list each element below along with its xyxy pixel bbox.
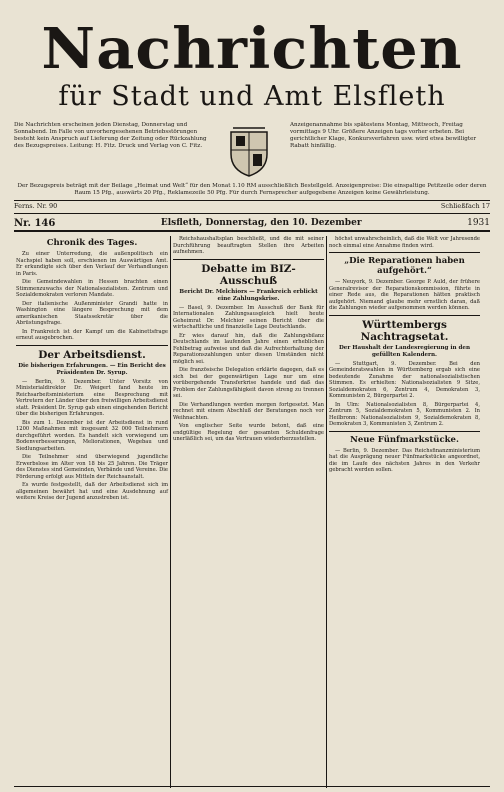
wuerttemberg-subheading: Der Haushalt der Landesregierung in den gefüllten Kalendern.	[338, 344, 471, 358]
divider	[329, 315, 480, 316]
column-right	[326, 236, 482, 788]
divider	[329, 252, 480, 253]
issue-year: 1931	[467, 218, 490, 228]
labor-service-subheading: Die bisherigen Erfahrungen. — Ein Bericht des Präsidenten Dr. Syrup.	[18, 362, 166, 376]
bottom-divider	[14, 786, 490, 787]
article-paragraph: höchst unwahrscheinlich, daß die Welt vor Jahresende noch einmal eine Annahme finden wird.	[329, 236, 480, 249]
masthead-title: Nachrichten	[41, 16, 463, 82]
article-paragraph: In Ulm: Nationalsozialisten 8, Bürgerpartei 4, Zentrum 5, Sozialdemokraten 5, Kommunisten 2. In Heilbronn: Nationalsozialisten 9, Sozialdemokraten 8, Demokraten 3, Kommunisten 3, Zentrum 2.	[329, 401, 480, 427]
crest-container	[214, 122, 284, 182]
masthead-subtitle: für Stadt und Amt Elsfleth	[58, 81, 446, 112]
issue-number: Nr. 146	[14, 217, 56, 229]
article-paragraph: Von englischer Seite wurde betont, daß eine endgültige Regelung der gesamten Schuldenfrage unerläßlich sei, um das Vertrauen wiederherzustellen.	[173, 423, 324, 442]
article-paragraph: — Neuyork, 9. Dezember. George P. Auld, der frühere Generalrevisor der Reparationskommission, führte in einer Rede aus, die Reparationen hätten praktisch aufgehört. Niemand glaube mehr ernstlich daran, daß die Zahlungen wieder aufgenommen werden können.	[329, 279, 480, 311]
postbox-number: Schließfach 17	[440, 202, 490, 210]
article-columns	[14, 236, 490, 788]
chronicle-heading: Chronik des Tages.	[46, 238, 138, 248]
column-middle	[170, 236, 326, 788]
article-paragraph: Zu einer Unterredung, die außenpolitisch ein Nachspiel haben soll, erschienen im Auswärtigen Amt. Er erkundigte sich über den Verlauf der Verhandlungen in Paris.	[16, 251, 168, 277]
labor-service-heading: Der Arbeitsdienst.	[38, 348, 146, 361]
article-paragraph: In Frankreich ist der Kampf um die Kabinettsfrage erneut ausgebrochen.	[16, 328, 168, 341]
reparations-heading: „Die Reparationen haben aufgehört.“	[344, 256, 465, 276]
phone-number: Ferns. Nr. 90	[14, 202, 58, 210]
article-paragraph: — Stuttgart, 9. Dezember. Bei den Gemeinderatswahlen in Württemberg ergab sich eine bedeutende Zunahme der nationalsozialistischen Stimmen. Es erhielten: Nationalsozialisten 9 Sitze, Sozialdemokraten 6, Zentrum 4, Demokraten 3, Kommunisten 2, Bürgerpartei 2.	[329, 360, 480, 399]
publication-info: Die Nachrichten erscheinen jeden Dienstag, Donnerstag und Sonnabend. Im Falle von unvorhergesehenen Betriebsstörungen besteht kein Anspruch auf Lieferung der Zeitung oder Rückzahlung des Bezugspreises. Leitung: H. Fitz. Druck und Verlag von C. Fitz.	[14, 122, 207, 149]
article-paragraph: Bis zum 1. Dezember ist der Arbeitsdienst in rund 1200 Maßnahmen mit insgesamt 32 000 Teilnehmern durchgeführt worden. Es handelt sich vorwiegend um Bodenverbesserungen, Meliorationen, Wegebau und Siedlungsarbeiten.	[16, 419, 168, 452]
article-paragraph: Die Teilnehmer sind überwiegend jugendliche Erwerbslose im Alter von 18 bis 25 Jahren. Die Träger des Dienstes sind Gemeinden, Verbände und Vereine. Die Förderung erfolgt aus Mitteln der Reichsanstalt.	[16, 454, 168, 480]
article-paragraph: Die Verhandlungen werden morgen fortgesetzt. Man rechnet mit einem Abschluß der Beratungen noch vor Weihnachten.	[173, 401, 324, 421]
coat-of-arms-icon	[227, 126, 271, 178]
divider	[173, 259, 324, 260]
article-paragraph: Reichshaushaltsplan beschließt, und die mit seiner Durchführung beauftragten Stellen ihre Arbeiten aufnehmen.	[173, 236, 324, 255]
article-paragraph: Die Gemeindewahlen in Hessen brachten einen Stimmenzuwachs der Nationalsozialisten. Zentrum und Sozialdemokraten verloren Mandate.	[16, 279, 168, 298]
article-paragraph: Die französische Delegation erklärte dagegen, daß es sich bei der gegenwärtigen Lage nur um eine vorübergehende Transferkrise handele und daß das Problem der Zahlungsfähigkeit davon streng zu trennen sei.	[173, 367, 324, 399]
article-paragraph: — Basel, 9. Dezember. Im Ausschuß der Bank für Internationalen Zahlungsausgleich hielt heute Geheimrat Dr. Melchior seinen Bericht über die wirtschaftliche und finanzielle Lage Deutschlands.	[173, 304, 324, 330]
column-left	[14, 236, 170, 788]
biz-debate-subheading: Bericht Dr. Melchiors — Frankreich erblickt eine Zahlungskrise.	[179, 288, 318, 302]
divider	[329, 431, 480, 432]
article-paragraph: — Berlin, 9. Dezember. Das Reichsfinanzministerium hat die Ausprägung neuer Fünfmarkstücke angeordnet, die im Laufe des nächsten Jahres in den Verkehr gebracht werden sollen.	[329, 447, 480, 473]
biz-debate-heading: Debatte im BIZ-Ausschuß	[201, 262, 296, 287]
article-paragraph: Er wies darauf hin, daß die Zahlungsbilanz Deutschlands im laufenden Jahre einen erheblichen Fehlbetrag aufweise und daß die Aufrechterhaltung der Reparationszahlungen unter diesen Umständen nicht möglich sei.	[173, 332, 324, 365]
article-paragraph: Der italienische Außenminister Grandi hatte in Washington eine längere Besprechung mit dem amerikanischen Staatssekretär über die Abrüstungsfrage.	[16, 300, 168, 326]
contact-row	[14, 200, 490, 214]
coins-heading: Neue Fünfmarkstücke.	[350, 434, 459, 445]
price-line: Der Bezugspreis beträgt mit der Beilage „Heimat und Welt“ für den Monat 1.10 RM ausschließlich Bestellgeld. Anzeigenpreise: Die einspaltige Petitzeile oder deren Raum 15 Pfg., auswärts 20 Pfg., Reklamezeile 50 Pfg. Für durch Fernsprecher aufgegebene Anzeigen keine Gewährleistung.	[17, 183, 487, 196]
wuerttemberg-heading: Württembergs Nachtragsetat.	[360, 318, 449, 343]
article-paragraph: Es wurde festgestellt, daß der Arbeitsdienst sich im allgemeinen bewährt hat und eine Ausdehnung auf weitere Kreise der Jugend anzustreben ist.	[16, 482, 168, 501]
masthead	[14, 18, 490, 112]
issue-date: Elsfleth, Donnerstag, den 10. Dezember	[160, 218, 362, 228]
info-row	[14, 122, 490, 182]
article-paragraph: — Berlin, 9. Dezember. Unter Vorsitz von Ministerialdirektor Dr. Weigert fand heute im Reichsarbeitsministerium eine Besprechung mit Vertretern der Länder über den freiwilligen Arbeitsdienst statt. Präsident Dr. Syrup gab einen eingehenden Bericht über die bisherigen Erfahrungen.	[16, 378, 168, 417]
divider	[16, 345, 168, 346]
dateline	[14, 216, 490, 232]
advertising-info: Anzeigenannahme bis spätestens Montag, Mittwoch, Freitag vormittags 9 Uhr. Größere Anzeigen tags vorher erbeten. Bei gerichtlicher Klage, Konkursverfahren usw. wird etwa bewilligter Rabatt hinfällig.	[290, 122, 477, 149]
